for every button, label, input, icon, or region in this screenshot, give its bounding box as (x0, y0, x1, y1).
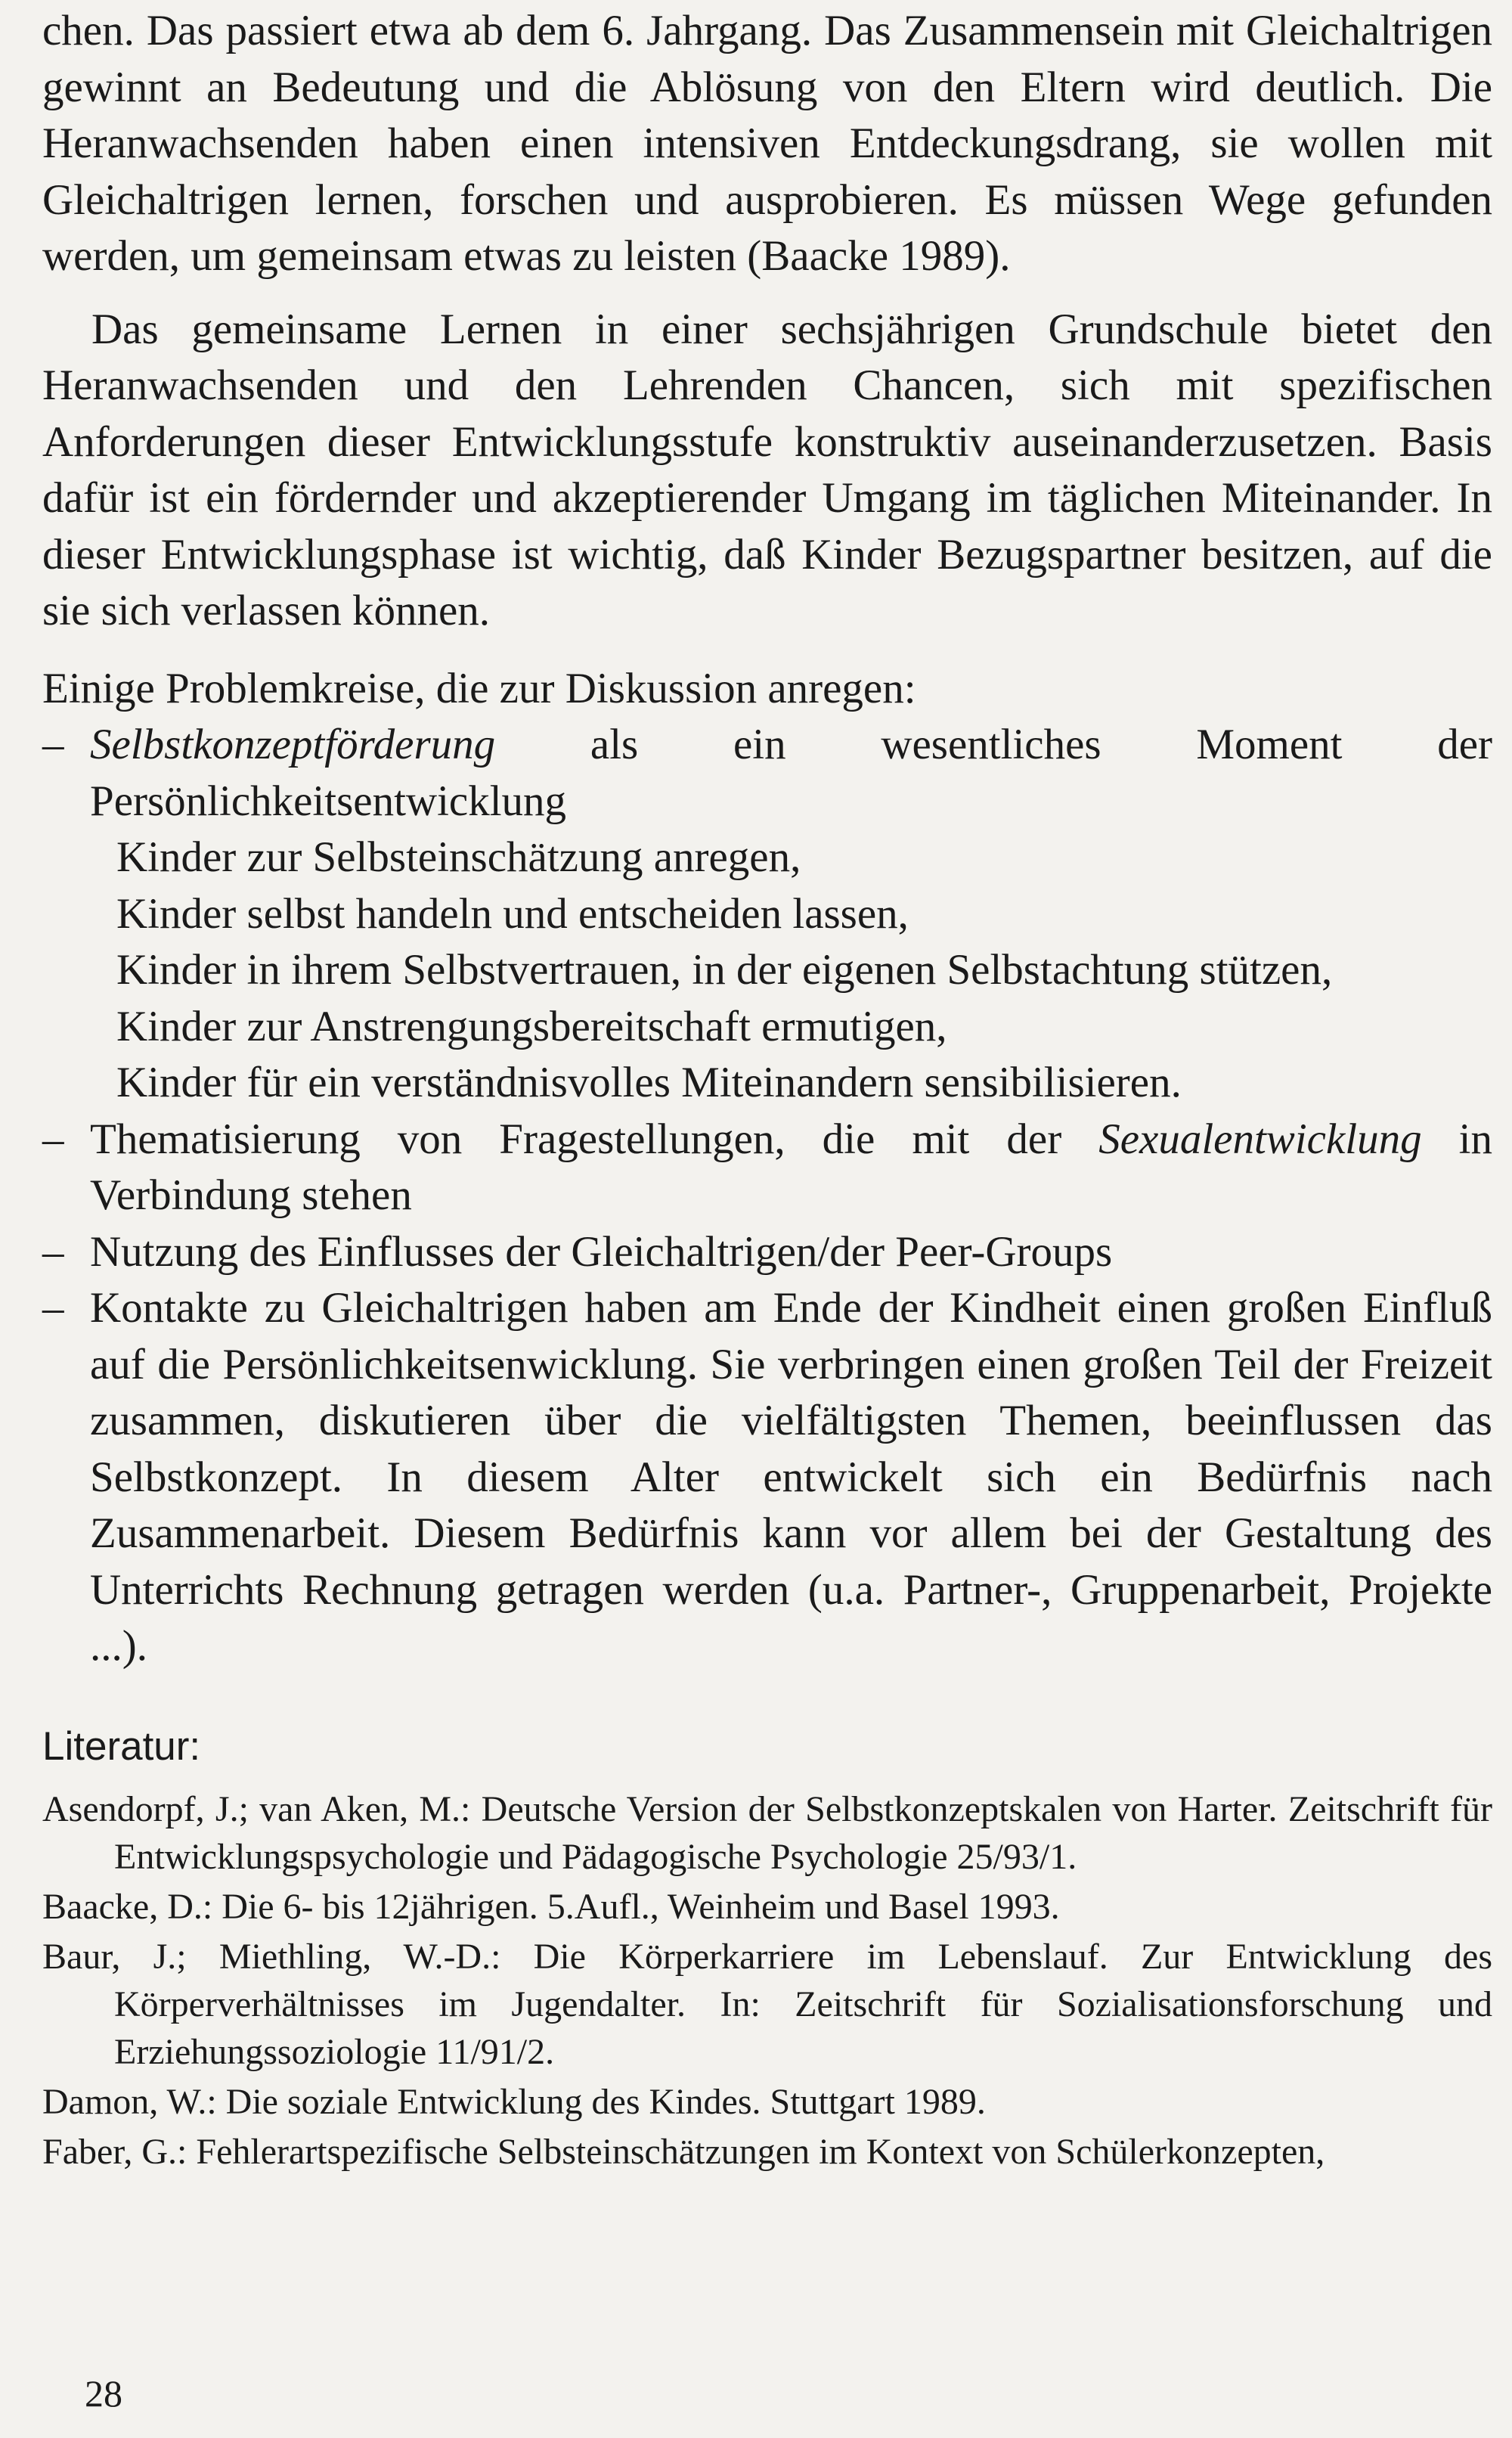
reference-entry: Baacke, D.: Die 6- bis 12jährigen. 5.Aufl., Weinheim und Basel 1993. (42, 1886, 1060, 1927)
paragraph-grundschule: Das gemeinsame Lernen in einer sechsjährigen Grundschule bietet den Heranwachsenden und den Lehrenden Chancen, sich mit spezifischen Anforderungen dieser Entwicklungsstufe konstruktiv auseinanderzusetzen. Basis dafür ist ein fördernder und akzeptierender Umgang im täglichen Miteinander. In dieser Entwicklungsphase ist wichtig, daß Kinder Bezugspartner besitzen, auf die sie sich verlassen können. (42, 305, 1492, 634)
problem-list-continued (42, 1112, 1492, 1675)
list-item-kontakte (42, 1280, 1492, 1675)
paragraph-problemkreise-intro: Einige Problemkreise, die zur Diskussion anregen: (42, 664, 916, 712)
page-number: 28 (85, 2372, 122, 2415)
page-content (42, 3, 1492, 2178)
list-item-peer-groups (42, 1224, 1492, 1281)
dash-bullet: – (42, 721, 64, 768)
literature-heading: Literatur: (42, 1723, 201, 1769)
list-item-text: Thematisierung von Fragestellungen, die mit der (90, 1115, 1099, 1163)
dash-bullet: – (42, 1115, 64, 1163)
list-item-text: als ein wesentliches Moment der Persönlichkeitsentwicklung (90, 721, 1492, 825)
dash-bullet: – (42, 1227, 64, 1276)
problem-list (42, 717, 1492, 830)
emphasis-text: Sexualentwicklung (1098, 1115, 1422, 1163)
sub-list-item: Kinder zur Anstrengungsbereitschaft ermutigen, (116, 1002, 947, 1050)
sub-list-item: Kinder in ihrem Selbstvertrauen, in der eigenen Selbstachtung stützen, (116, 946, 1333, 994)
paragraph-continuation: chen. Das passiert etwa ab dem 6. Jahrgang. Das Zusammensein mit Gleichaltrigen gewinnt an Bedeutung und die Ablösung von den Eltern wird deutlich. Die Heranwachsenden haben einen intensiven Entdeckungsdrang, sie wollen mit Gleichaltrigen lernen, forschen und ausprobieren. Es müssen Wege gefunden werden, um gemeinsam etwas zu leisten (Baacke 1989). (42, 7, 1492, 280)
reference-entry: Faber, G.: Fehlerartspezifische Selbsteinschätzungen im Kontext von Schülerkonzepten, (42, 2131, 1325, 2172)
list-item-text: in Verbindung stehen (90, 1115, 1492, 1219)
sub-list (42, 830, 1492, 1112)
reference-entry: Damon, W.: Die soziale Entwicklung des Kindes. Stuttgart 1989. (42, 2081, 986, 2122)
sub-list-item: Kinder für ein verständnisvolles Miteinandern sensibilisieren. (116, 1059, 1182, 1106)
list-item-sexualentwicklung (42, 1112, 1492, 1224)
sub-list-item: Kinder selbst handeln und entscheiden lassen, (116, 889, 909, 938)
sub-list-item: Kinder zur Selbsteinschätzung anregen, (116, 833, 801, 881)
list-item-text: Kontakte zu Gleichaltrigen haben am Ende der Kindheit einen großen Einfluß auf die Persönlichkeitsenwicklung. Sie verbringen einen großen Teil der Freizeit zusammen, diskutieren über die vielfältigsten Themen, beeinflussen das Selbstkonzept. In diesem Alter entwickelt sich ein Bedürfnis nach Zusammenarbeit. Diesem Bedürfnis kann vor allem bei der Gestaltung des Unterrichts Rechnung getragen werden (u.a. Partner-, Gruppenarbeit, Projekte ...). (90, 1284, 1492, 1670)
reference-entry: Asendorpf, J.; van Aken, M.: Deutsche Version der Selbstkonzeptskalen von Harter. Zeitschrift für Entwicklungspsychologie und Pädagogische Psychologie 25/93/1. (42, 1788, 1492, 1877)
list-item-selbstkonzept (42, 717, 1492, 830)
list-item-text: Nutzung des Einflusses der Gleichaltrigen/der Peer-Groups (90, 1227, 1113, 1276)
reference-list (42, 1785, 1492, 2176)
dash-bullet: – (42, 1284, 64, 1332)
emphasis-text: Selbstkonzeptförderung (90, 721, 496, 768)
reference-entry: Baur, J.; Miethling, W.-D.: Die Körperkarriere im Lebenslauf. Zur Entwicklung des Körperverhältnisses im Jugendalter. In: Zeitschrift für Sozialisationsforschung und Erziehungssoziologie 11/91/2. (42, 1936, 1492, 2072)
